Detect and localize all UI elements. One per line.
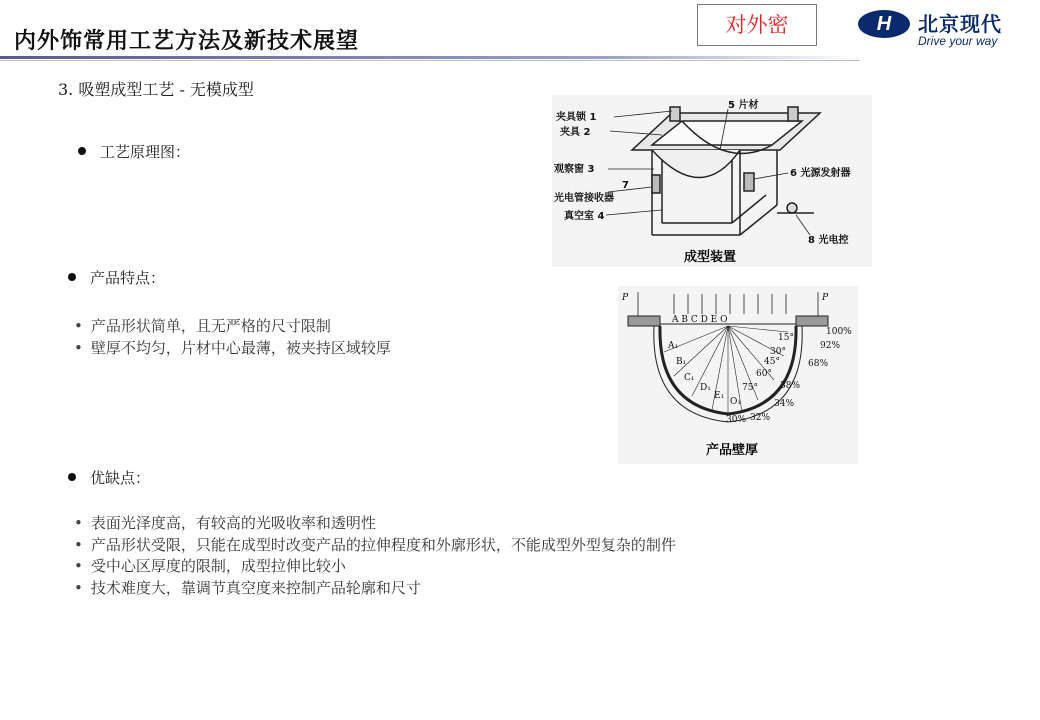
label-angle-30: 30° (770, 347, 786, 357)
list-item: • 壁厚不均匀，片材中心最薄，被夹持区域较厚 (74, 338, 391, 360)
bullet-icon (68, 473, 76, 481)
label-d1: D₁ (700, 383, 711, 393)
label-a1: A₁ (668, 341, 679, 351)
label-window: 观察窗 3 (554, 164, 595, 175)
features-list (74, 316, 391, 359)
label-pct-92: 92% (820, 341, 841, 351)
features-heading: 产品特点： (68, 267, 165, 288)
label-sheet: 5 片材 (728, 100, 759, 111)
label-o1: O₁ (730, 397, 741, 407)
logo-chinese-name: 北京现代 (918, 12, 1002, 36)
pros-cons-list (74, 513, 676, 599)
label-pct-100: 100% (826, 327, 852, 337)
title-divider (0, 56, 860, 59)
title-divider-thin (0, 60, 860, 61)
label-pct-68: 68% (808, 359, 829, 369)
label-pct-38: 38% (780, 381, 801, 391)
label-pct-32: 32% (750, 413, 771, 423)
bullet-icon (78, 147, 86, 155)
list-item: • 技术难度大，靠调节真空度来控制产品轮廓和尺寸 (74, 578, 676, 600)
label-clamp-lock: 夹具锁 1 (556, 112, 597, 123)
list-item: • 表面光泽度高，有较高的光吸收率和透明性 (74, 513, 676, 535)
figure2-caption: 产品壁厚 (706, 443, 759, 458)
label-emitter: 6 光源发射器 (790, 168, 851, 179)
logo-slogan: Drive your way (918, 34, 998, 48)
label-receiver-num: 7 (622, 180, 629, 191)
label-receiver: 光电管接收器 (554, 193, 614, 204)
classification-label: 对外密 (697, 4, 817, 46)
label-pct-34: 34% (774, 399, 795, 409)
label-b1: B₁ (676, 357, 687, 367)
label-angle-60: 60° (756, 369, 772, 379)
list-item: • 产品形状简单，且无严格的尺寸限制 (74, 316, 391, 338)
list-item: • 受中心区厚度的限制，成型拉伸比较小 (74, 556, 676, 578)
label-pct-30: 30% (726, 415, 747, 425)
label-p-left: P (622, 293, 629, 303)
forming-device-figure (552, 95, 872, 267)
label-p-right: P (822, 293, 829, 303)
label-angle-75: 75° (742, 383, 758, 393)
label-angle-15: 15° (778, 333, 794, 343)
label-vacuum: 真空室 4 (564, 211, 605, 222)
label-control: 8 光电控 (808, 235, 849, 246)
label-angle-45: 45° (764, 357, 780, 367)
wall-thickness-figure (618, 286, 858, 464)
page-title: 内外饰常用工艺方法及新技术展望 (14, 28, 360, 54)
label-c1: C₁ (684, 373, 695, 383)
list-item: • 产品形状受限，只能在成型时改变产品的拉伸程度和外廓形状，不能成型外型复杂的制件 (74, 535, 676, 557)
company-logo: H 北京现代 Drive your way (848, 6, 1028, 52)
section-title: 3. 吸塑成型工艺 - 无模成型 (58, 80, 254, 99)
bullet-icon (68, 273, 76, 281)
figure1-caption: 成型装置 (684, 250, 737, 265)
pros-cons-heading: 优缺点： (68, 467, 150, 488)
label-clamp: 夹具 2 (560, 127, 591, 138)
principle-heading: 工艺原理图： (78, 141, 190, 162)
label-letters: A B C D E O (672, 315, 728, 325)
label-e1: E₁ (714, 391, 725, 401)
